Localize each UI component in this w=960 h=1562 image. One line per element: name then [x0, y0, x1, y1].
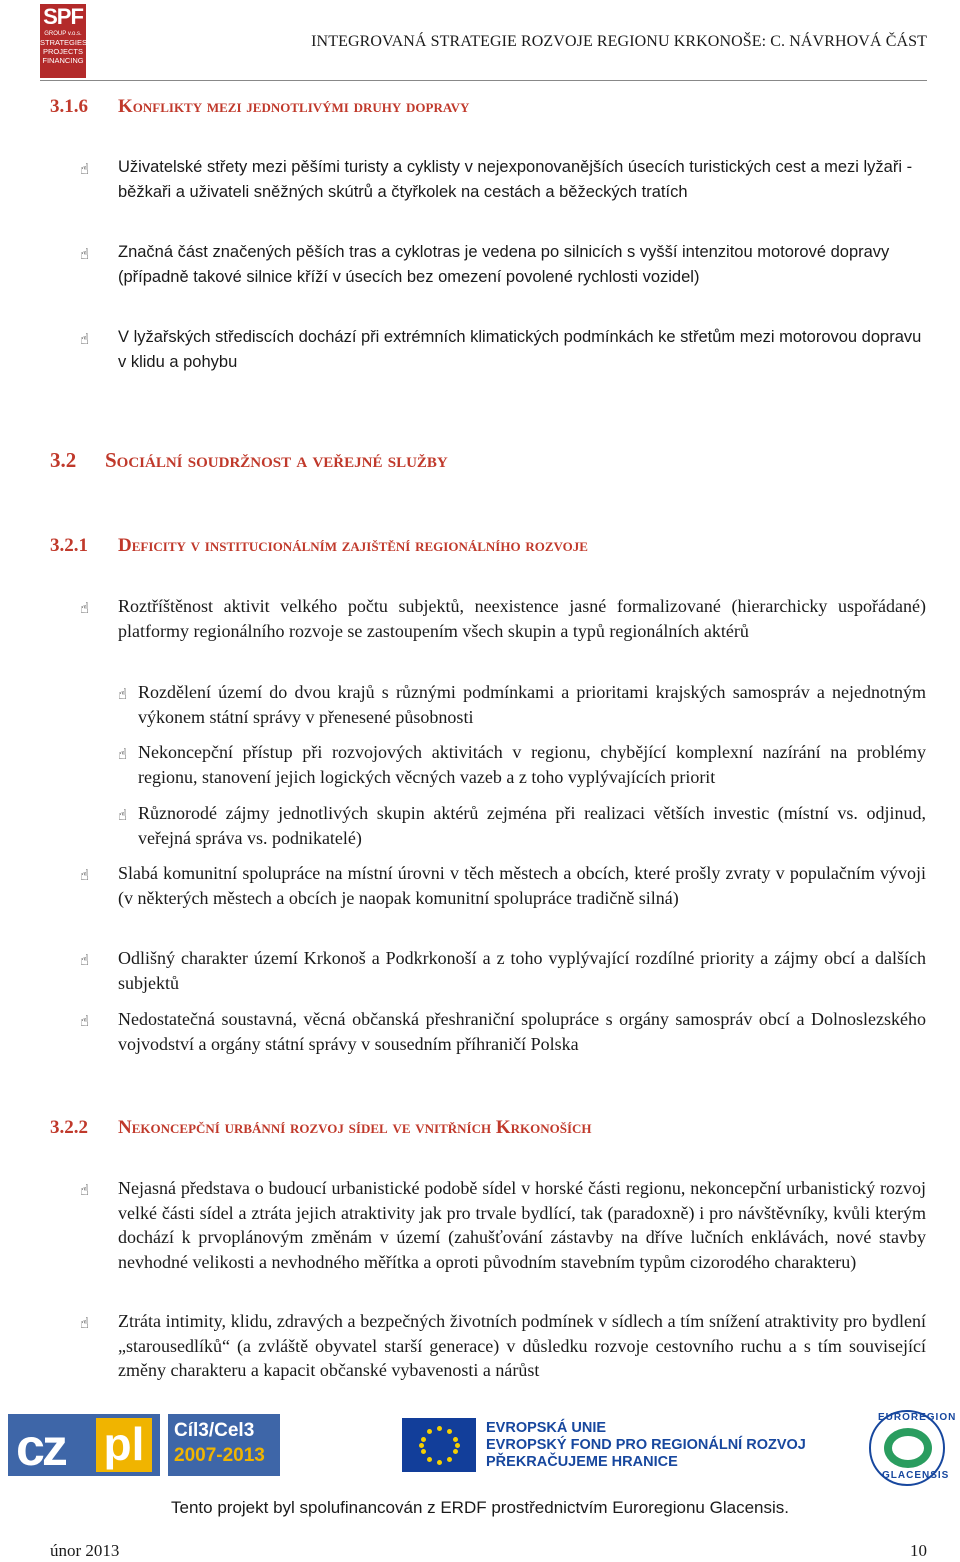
list-item — [80, 240, 926, 289]
list-item-text: Nejasná představa o budoucí urbanistické podobě sídel v horské části regionu, nekoncepční urbanistický rozvoj velké části sídel a ztráta jejich atraktivity jak pro trvale bydlící, tak (paradoxně) i pro návštěvníky, kvůli kterým dochází k prvoplánovým změnám v území (zahušťování zástavby na dříve lučních enklávách, nové stavby nevhodné velikosti a nevhodného měřítka a oproti původním stavebním typům cizorodého charakteru) — [118, 1178, 926, 1272]
pointing-hand-icon: ☝ — [118, 745, 128, 763]
section-number: 3.2.1 — [50, 535, 88, 556]
sub-list-item — [118, 680, 926, 729]
section-heading-3-2-1 — [50, 535, 588, 557]
list-item-text: Uživatelské střety mezi pěšími turisty a cyklisty v nejexponovanějších úsecích turistických cest a mezi lyžaři - běžkaři a uživateli sněžných skútrů a čtyřkolek na cestách a běžeckých tratích — [118, 158, 913, 201]
pointing-hand-icon: ☝ — [80, 951, 90, 969]
funding-note: Tento projekt byl spolufinancován z ERDF prostřednictvím Euroregionu Glacensis. — [171, 1498, 789, 1517]
list-item-text: Slabá komunitní spolupráce na místní úrovni v těch městech a obcích, které prošly zvraty v populačním vývoji (v některých městech a obcích je naopak komunitní spolupráce tradičně silná) — [118, 863, 926, 908]
page-number: 10 — [910, 1541, 927, 1560]
list-item-text: Nedostatečná soustavná, věcná občanská přeshraniční spolupráce s orgány samospráv obcí a Dolnoslezského vojvodství a orgány státní správy v sousedním příhraničí Polska — [118, 1009, 926, 1054]
cil3-logo-years: 2007-2013 — [174, 1445, 265, 1466]
euroregion-logo-bottom: GLACENSIS — [882, 1470, 950, 1481]
pointing-hand-icon: ☝ — [80, 245, 90, 263]
eu-flag-icon — [402, 1418, 476, 1472]
list-item — [80, 1309, 926, 1383]
sub-list-item — [118, 801, 926, 850]
pointing-hand-icon: ☝ — [118, 685, 128, 703]
section-number: 3.2.2 — [50, 1117, 88, 1138]
list-item-text: Odlišný charakter území Krkonoš a Podkrkonoší a z toho vyplývající rozdílné priority a zájmy obcí a dalších subjektů — [118, 948, 926, 993]
list-item-text: Roztříštěnost aktivit velkého počtu subjektů, neexistence jasné formalizované (hierarchicky uspořádané) platformy regionálního rozvoje se zastoupením všech skupin a typů regionálních aktérů — [118, 596, 926, 641]
list-item-text: Značná část značených pěších tras a cyklotras je vedena po silnicích s vyšší intenzitou motorové dopravy (případně takové silnice kříží v úsecích bez omezení povolené rychlosti vozidel) — [118, 243, 890, 286]
sub-list-item — [118, 740, 926, 789]
eu-fund-text — [486, 1420, 806, 1471]
spf-logo-line: FINANCING — [42, 56, 84, 65]
footer-date: únor 2013 — [50, 1541, 120, 1560]
header-divider — [40, 80, 927, 81]
section-title: Nekoncepční urbánní rozvoj sídel ve vnitřních Krkonoších — [118, 1117, 592, 1138]
eu-text-line: EVROPSKÁ UNIE — [486, 1420, 607, 1436]
section-heading-3-1-6 — [50, 96, 469, 118]
pointing-hand-icon: ☝ — [80, 599, 90, 617]
list-item-text: V lyžařských střediscích dochází při extrémních klimatických podmínkách ke střetům mezi motorovou dopravu v klidu a pohybu — [118, 328, 922, 371]
spf-logo-line: STRATEGIES — [40, 38, 87, 47]
spf-logo — [40, 4, 86, 78]
list-item — [80, 861, 926, 910]
section-number: 3.1.6 — [50, 96, 88, 117]
list-item-text: Nekoncepční přístup při rozvojových aktivitách v regionu, chybějící komplexní nazírání na problémy regionu, stanovení jejich logických věcných vazeb a z toho vyplývajících priorit — [138, 742, 926, 787]
section-title: Sociální soudržnost a veřejné služby — [105, 448, 448, 472]
pointing-hand-icon: ☝ — [80, 1012, 90, 1030]
pointing-hand-icon: ☝ — [80, 866, 90, 884]
list-item — [80, 594, 926, 643]
euroregion-glacensis-logo — [866, 1410, 957, 1486]
section-title: Konflikty mezi jednotlivými druhy dopravy — [118, 96, 470, 117]
cil3-logo — [168, 1414, 280, 1476]
document-header-title: INTEGROVANÁ STRATEGIE ROZVOJE REGIONU KRKONOŠE: C. NÁVRHOVÁ ČÁST — [311, 33, 927, 50]
spf-logo-text: SPF — [43, 4, 83, 29]
pointing-hand-icon: ☝ — [80, 330, 90, 348]
section-title: Deficity v institucionálním zajištění regionálního rozvoje — [118, 535, 588, 556]
list-item-text: Rozdělení území do dvou krajů s různými podmínkami a prioritami krajských samospráv a nejednotným výkonem státní správy v přenesené působnosti — [138, 682, 926, 727]
cz-logo-text: cz — [16, 1419, 65, 1477]
list-item — [80, 325, 926, 374]
cil3-logo-line: Cíl3/Cel3 — [174, 1420, 255, 1441]
euroregion-logo-top: EUROREGION — [878, 1412, 957, 1423]
cz-pl-logo — [8, 1414, 160, 1476]
list-item — [80, 155, 926, 204]
spf-logo-sub: GROUP v.o.s. — [44, 31, 82, 37]
section-heading-3-2 — [50, 448, 448, 473]
pointing-hand-icon: ☝ — [118, 806, 128, 824]
pl-logo-text: pl — [96, 1418, 152, 1472]
section-heading-3-2-2 — [50, 1117, 592, 1139]
section-number: 3.2 — [50, 448, 77, 472]
spf-logo-line: PROJECTS — [42, 47, 83, 56]
eu-text-line: EVROPSKÝ FOND PRO REGIONÁLNÍ ROZVOJ — [486, 1437, 806, 1453]
sponsor-logos — [0, 1410, 960, 1492]
pointing-hand-icon: ☝ — [80, 1314, 90, 1332]
list-item-text: Ztráta intimity, klidu, zdravých a bezpečných životních podmínek v sídlech a tím snížení atraktivity pro bydlení „starousedlíků“ (a zvláště obyvatel starší generace) v důsledku rozvoje cestovního ruchu a s tím související změny charakteru a kapacit občanské vybavenosti a nárůst — [118, 1311, 926, 1380]
list-item — [80, 946, 926, 995]
pointing-hand-icon: ☝ — [80, 160, 90, 178]
list-item — [80, 1007, 926, 1056]
pointing-hand-icon: ☝ — [80, 1181, 90, 1199]
eu-text-line: PŘEKRAČUJEME HRANICE — [486, 1454, 678, 1470]
list-item-text: Různorodé zájmy jednotlivých skupin aktérů zejména při realizaci větších investic (místní vs. odjinud, veřejná správa vs. podnikatelé) — [138, 803, 926, 848]
list-item — [80, 1176, 926, 1274]
